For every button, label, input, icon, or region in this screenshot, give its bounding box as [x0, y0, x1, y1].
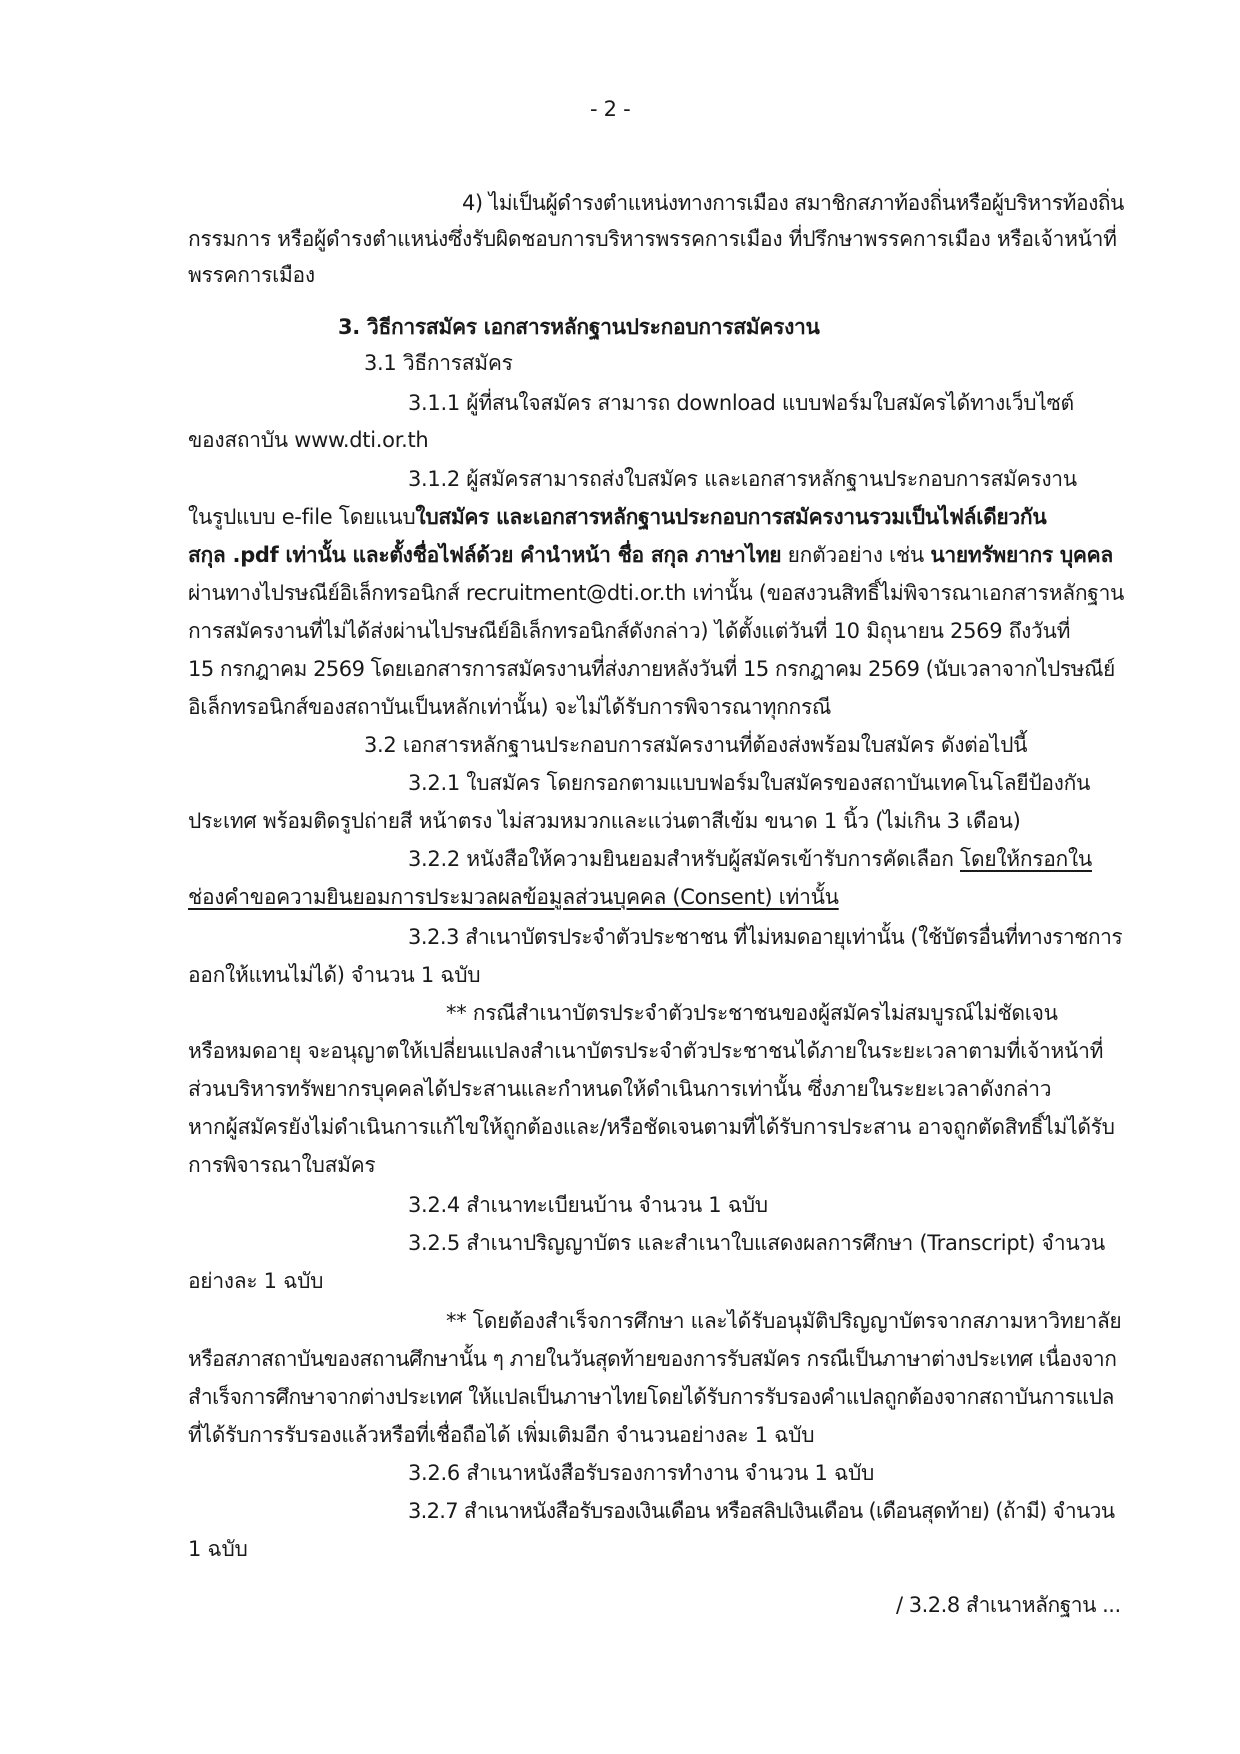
item-3-2-5-note-line-1: ** โดยต้องสำเร็จการศึกษา และได้รับอนุมัติปริญญาบัตรจากสภามหาวิทยาลัย	[446, 1309, 1122, 1333]
item-3-2-5-line-2: อย่างละ 1 ฉบับ	[188, 1269, 324, 1293]
item-3-2-3-line-2: ออกให้แทนไม่ได้) จำนวน 1 ฉบับ	[188, 963, 481, 987]
item-3-1-1-line-1: 3.1.1 ผู้ที่สนใจสมัคร สามารถ download แบบฟอร์มใบสมัครได้ทางเว็บไซต์	[408, 391, 1074, 415]
item-3-1-2-attachment-rule: ใบสมัคร และเอกสารหลักฐานประกอบการสมัครงานรวมเป็นไฟล์เดียวกัน	[415, 505, 1047, 529]
item-3-1-2-line-6: 15 กรกฎาคม 2569 โดยเอกสารการสมัครงานที่ส่งภายหลังวันที่ 15 กรกฎาคม 2569 (นับเวลาจากไปรษณีย์	[188, 657, 1115, 681]
item-3-1-2-line-2-lead: ในรูปแบบ e-file โดยแนบ	[188, 505, 416, 529]
item-3-2-3-note-line-1: ** กรณีสำเนาบัตรประจำตัวประชาชนของผู้สมัครไม่สมบูรณ์ไม่ชัดเจน	[446, 1001, 1058, 1025]
item-3-1-2-line-4: ผ่านทางไปรษณีย์อิเล็กทรอนิกส์ recruitment@dti.or.th เท่านั้น (ขอสงวนสิทธิ์ไม่พิจารณาเอกสารหลักฐาน	[188, 581, 1125, 605]
item-3-2-3-note-line-3: ส่วนบริหารทรัพยากรบุคคลได้ประสานและกำหนดให้ดำเนินการเท่านั้น ซึ่งภายในระยะเวลาดังกล่าว	[188, 1077, 1052, 1101]
item-3-2-5-note-line-4: ที่ได้รับการรับรองแล้วหรือที่เชื่อถือได้ เพิ่มเติมอีก จำนวนอย่างละ 1 ฉบับ	[188, 1423, 815, 1447]
item-3-2-2-title: 3.2.2 หนังสือให้ความยินยอมสำหรับผู้สมัครเข้ารับการคัดเลือก	[408, 847, 954, 871]
item-3-2-3-note-line-2: หรือหมดอายุ จะอนุญาตให้เปลี่ยนแปลงสำเนาบัตรประจำตัวประชาชนได้ภายในระยะเวลาตามที่เจ้าหน้าที่	[188, 1039, 1104, 1063]
item-3-2-3-note-line-4: หากผู้สมัครยังไม่ดำเนินการแก้ไขให้ถูกต้องและ/หรือชัดเจนตามที่ได้รับการประสาน อาจถูกตัดสิทธิ์ไม่ได้รับ	[188, 1115, 1115, 1139]
item-3-2-7-line-1: 3.2.7 สำเนาหนังสือรับรองเงินเดือน หรือสลิปเงินเดือน (เดือนสุดท้าย) (ถ้ามี) จำนวน	[408, 1499, 1115, 1523]
item-3-1-2-example-name: นายทรัพยากร บุคคล	[930, 543, 1113, 567]
item-3-2-2-line-1	[408, 844, 1092, 874]
item-3-2-5-line-1: 3.2.5 สำเนาปริญญาบัตร และสำเนาใบแสดงผลการศึกษา (Transcript) จำนวน	[408, 1231, 1105, 1255]
item-3-1-2-line-2	[188, 502, 1046, 532]
item-3-1-2-filename-rule: สกุล .pdf เท่านั้น และตั้งชื่อไฟล์ด้วย คำนำหน้า ชื่อ สกุล ภาษาไทย	[188, 543, 782, 567]
item-3-2-2-instruction: โดยให้กรอกใน	[960, 847, 1092, 871]
item-3-2-4: 3.2.4 สำเนาทะเบียนบ้าน จำนวน 1 ฉบับ	[408, 1193, 768, 1217]
continuation-note: / 3.2.8 สำเนาหลักฐาน ...	[896, 1593, 1121, 1617]
item-3-1-2-line-7: อิเล็กทรอนิกส์ของสถาบันเป็นหลักเท่านั้น) จะไม่ได้รับการพิจารณาทุกกรณี	[188, 695, 832, 719]
item-3-2-2-line-2: ช่องคำขอความยินยอมการประมวลผลข้อมูลส่วนบุคคล (Consent) เท่านั้น	[188, 885, 839, 909]
item-3-2-5-note-line-3: สำเร็จการศึกษาจากต่างประเทศ ให้แปลเป็นภาษาไทยโดยได้รับการรับรองคำแปลถูกต้องจากสถาบันการแปล	[188, 1385, 1114, 1409]
page-number: - 2 -	[590, 97, 631, 121]
clause-4-line-3: พรรคการเมือง	[188, 263, 315, 287]
item-3-1-2-example-label: ยกตัวอย่าง เช่น	[787, 543, 924, 567]
clause-4-line-1: 4) ไม่เป็นผู้ดำรงตำแหน่งทางการเมือง สมาชิกสภาท้องถิ่นหรือผู้บริหารท้องถิ่น	[462, 191, 1124, 215]
item-3-2-3-line-1: 3.2.3 สำเนาบัตรประจำตัวประชาชน ที่ไม่หมดอายุเท่านั้น (ใช้บัตรอื่นที่ทางราชการ	[408, 925, 1123, 949]
item-3-2-7-line-2: 1 ฉบับ	[188, 1537, 248, 1561]
section-3-2-heading: 3.2 เอกสารหลักฐานประกอบการสมัครงานที่ต้องส่งพร้อมใบสมัคร ดังต่อไปนี้	[364, 733, 1028, 757]
item-3-2-3-note-line-5: การพิจารณาใบสมัคร	[188, 1153, 376, 1177]
section-3-1-heading: 3.1 วิธีการสมัคร	[364, 351, 513, 375]
item-3-1-2-line-3	[188, 540, 1113, 570]
item-3-2-1-line-1: 3.2.1 ใบสมัคร โดยกรอกตามแบบฟอร์มใบสมัครของสถาบันเทคโนโลยีป้องกัน	[408, 771, 1091, 795]
section-3-heading: 3. วิธีการสมัคร เอกสารหลักฐานประกอบการสมัครงาน	[338, 315, 820, 339]
item-3-1-2-line-1: 3.1.2 ผู้สมัครสามารถส่งใบสมัคร และเอกสารหลักฐานประกอบการสมัครงาน	[408, 467, 1077, 491]
item-3-1-1-line-2: ของสถาบัน www.dti.or.th	[188, 428, 429, 452]
clause-4-line-2: กรรมการ หรือผู้ดำรงตำแหน่งซึ่งรับผิดชอบการบริหารพรรคการเมือง ที่ปรึกษาพรรคการเมือง หรือเจ้าหน้าที่	[188, 227, 1117, 251]
item-3-1-2-line-5: การสมัครงานที่ไม่ได้ส่งผ่านไปรษณีย์อิเล็กทรอนิกส์ดังกล่าว) ได้ตั้งแต่วันที่ 10 มิถุนายน 2569 ถึงวันที่	[188, 619, 1071, 643]
item-3-2-5-note-line-2: หรือสภาสถาบันของสถานศึกษานั้น ๆ ภายในวันสุดท้ายของการรับสมัคร กรณีเป็นภาษาต่างประเทศ เนื่องจาก	[188, 1347, 1117, 1371]
item-3-2-1-line-2: ประเทศ พร้อมติดรูปถ่ายสี หน้าตรง ไม่สวมหมวกและแว่นตาสีเข้ม ขนาด 1 นิ้ว (ไม่เกิน 3 เดือน)	[188, 809, 1021, 833]
item-3-2-6: 3.2.6 สำเนาหนังสือรับรองการทำงาน จำนวน 1 ฉบับ	[408, 1461, 875, 1485]
